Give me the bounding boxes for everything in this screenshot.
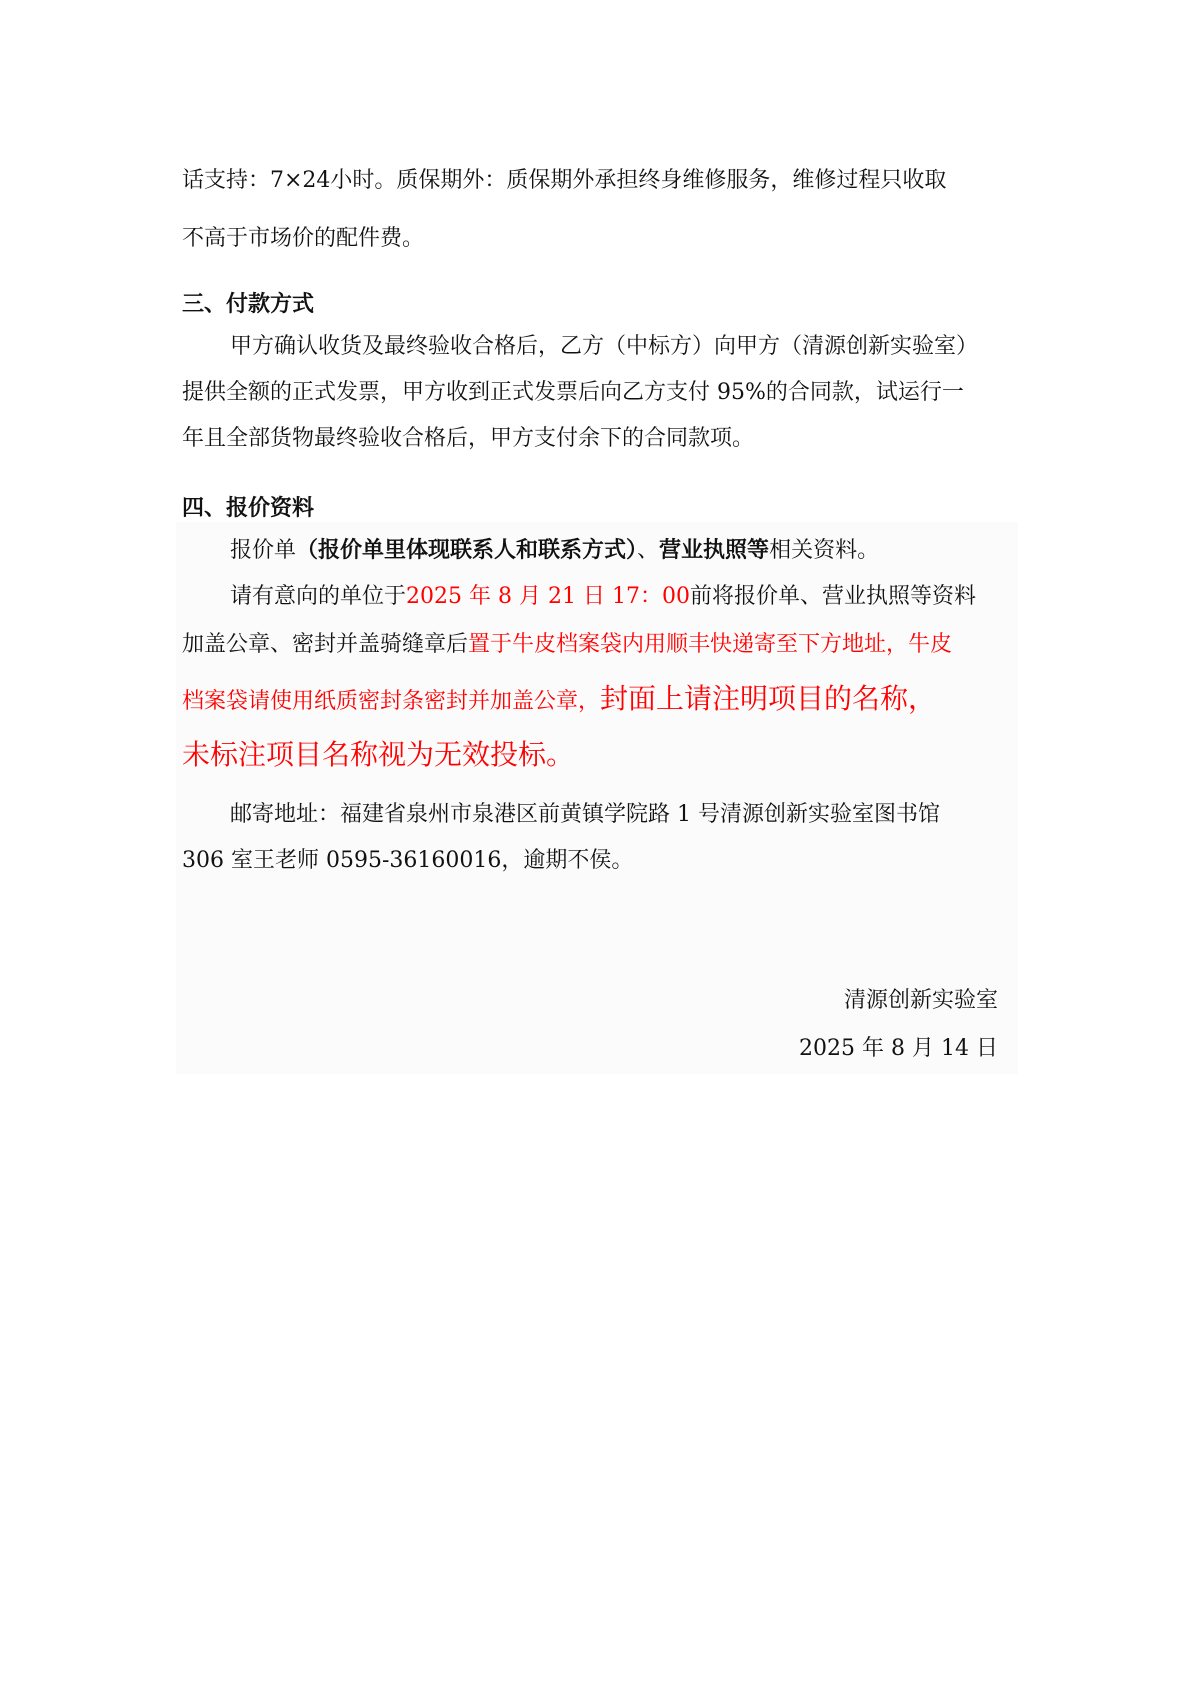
signature-org: 清源创新实验室: [843, 988, 998, 1013]
body-line: [182, 684, 936, 717]
body-line: 不高于市场价的配件费。: [182, 226, 425, 251]
signature-date: 2025 年 8 月 14 日: [799, 1036, 998, 1061]
text-run: 报价单: [230, 538, 297, 563]
deadline-text: 2025 年 8 月 21 日 17：00: [406, 584, 690, 609]
text-run-red: 档案袋请使用纸质密封条密封并加盖公章，: [182, 689, 601, 714]
body-line: 提供全额的正式发票，甲方收到正式发票后向乙方支付 95%的合同款，试运行一: [182, 380, 964, 405]
text-run: 请有意向的单位于: [230, 584, 407, 609]
text-run-red: 置于牛皮档案袋内用顺丰快递寄至下方地址，牛皮: [468, 632, 953, 657]
invalid-bid-warning: 未标注项目名称视为无效投标。: [182, 738, 575, 771]
text-run-red-large: 封面上请注明项目的名称，: [600, 682, 937, 715]
text-run: 加盖公章、密封并盖骑缝章后: [182, 632, 469, 657]
text-run-bold: 营业执照等: [659, 538, 770, 563]
section-heading-payment: 三、付款方式: [182, 292, 315, 317]
deadline-line: [230, 582, 976, 612]
text-run: 前将报价单、营业执照等资料: [689, 584, 976, 609]
section-heading-quote-materials: 四、报价资料: [182, 496, 315, 521]
body-line: 年且全部货物最终验收合格后，甲方支付余下的合同款项。: [182, 426, 755, 451]
text-run-bold: （报价单里体现联系人和联系方式）: [296, 538, 638, 563]
mailing-address-line: 306 室王老师 0595-36160016，逾期不侯。: [182, 848, 634, 873]
body-line: 甲方确认收货及最终验收合格后，乙方（中标方）向甲方（清源创新实验室）: [230, 334, 979, 359]
body-line: [182, 630, 952, 660]
text-run: 、: [637, 538, 660, 563]
text-run: 相关资料。: [769, 538, 880, 563]
body-line: 话支持：7×24小时。质保期外：质保期外承担终身维修服务，维修过程只收取: [182, 168, 947, 193]
quote-requirements-line: [230, 536, 879, 566]
mailing-address-line: 邮寄地址：福建省泉州市泉港区前黄镇学院路 1 号清源创新实验室图书馆: [230, 802, 940, 827]
